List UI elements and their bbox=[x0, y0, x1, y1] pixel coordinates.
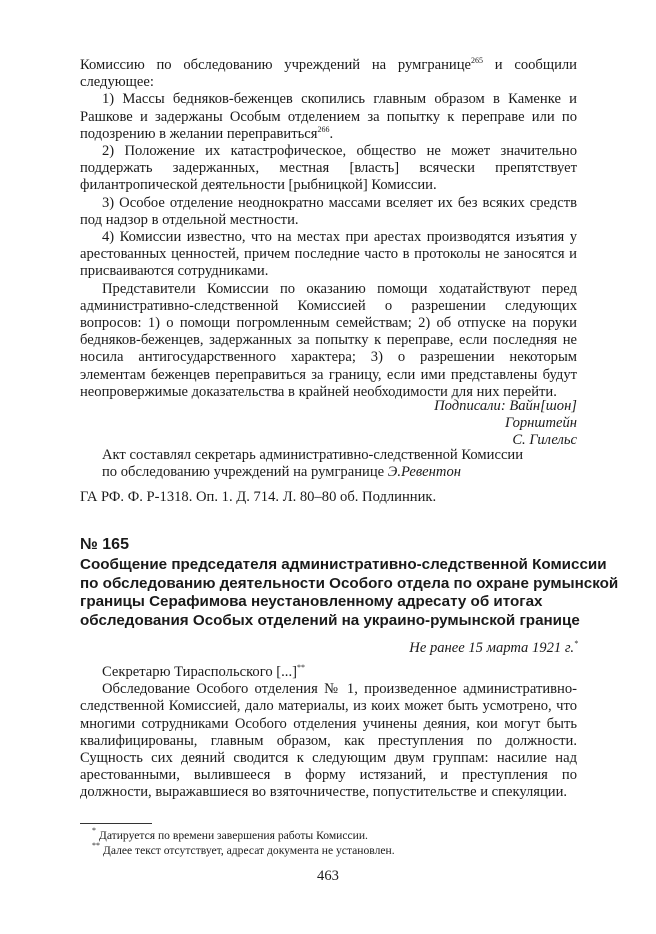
signer-line: С. Гилельс bbox=[512, 432, 577, 449]
signer-line: Горнштейн bbox=[505, 415, 577, 432]
title-line: Сообщение председателя административно-следственной Комиссии bbox=[80, 556, 607, 573]
footnotes bbox=[92, 828, 395, 858]
top-text bbox=[80, 57, 577, 401]
document-number: № 165 bbox=[80, 536, 129, 553]
body-paragraph: Обследование Особого отделения № 1, произведенное административно-следственной Комиссией, дало материалы, из коих может быть усмотрено, что многими сотрудниками Особого отделения учинены деяния, кои могут быть квалифицированы, главным образом, как преступления по должности. Сущность сих деяний сводится к следующим двум группам: насилие над арестованными, вылившееся в форму истязаний, и преступления по должности, выражавшиеся во взяточничестве, попустительстве и спекуляции. bbox=[80, 681, 577, 801]
footnote-divider bbox=[80, 823, 152, 824]
footnote-ref-265: 265 bbox=[471, 56, 484, 65]
paragraph-point-1: 1) Массы бедняков-беженцев скопились главным образом в Каменке и Рашкове и задержаны Особым отделением за попытку к переправе или по подозрению в желании переправиться$^{266}$. bbox=[80, 91, 577, 142]
signatures bbox=[434, 398, 577, 450]
footnote-mark: * bbox=[92, 826, 96, 835]
act-line: по обследованию учреждений на румгранице Э.Ревентон bbox=[102, 464, 461, 481]
act-note bbox=[102, 447, 577, 481]
signer-line: Подписали: Вайн[шон] bbox=[434, 398, 577, 414]
footnote-ref-266: 266 bbox=[317, 124, 330, 134]
paragraph-point-2: 2) Положение их катастрофическое, общество не может значительно поддержать задержанных, местная [власть] всячески препятствует филантропической деятельности [рыбницкой] Комиссии. bbox=[80, 143, 577, 194]
title-line: по обследованию деятельности Особого отдела по охране румынской bbox=[80, 574, 619, 592]
archive-source: ГА РФ. Ф. Р-1318. Оп. 1. Д. 714. Л. 80–80 об. Подлинник. bbox=[80, 489, 437, 505]
title-line: границы Серафимова неустановленному адресату об итогах bbox=[80, 593, 543, 611]
document-title bbox=[80, 556, 619, 630]
act-author: Э.Ревентон bbox=[387, 464, 461, 481]
footnote-item: ** Далее текст отсутствует, адресат документа не установлен. bbox=[92, 841, 395, 857]
title-line: обследования Особых отделений на украино-румынской границе bbox=[80, 611, 580, 629]
footnote-mark: ** bbox=[92, 841, 100, 850]
page-number: 463 bbox=[317, 868, 339, 884]
footnote-ref-double-star: ** bbox=[296, 663, 305, 672]
paragraph-point-3: 3) Особое отделение неоднократно массами вселяет их без всяких средств под надзор в отдельной местности. bbox=[80, 194, 577, 228]
document-date: Не ранее 15 марта 1921 г.* bbox=[409, 639, 578, 656]
document-body bbox=[80, 664, 577, 802]
footnote-item: * Датируется по времени завершения работы Комиссии. bbox=[92, 826, 368, 842]
paragraph-1: Комиссию по обследованию учреждений на румгранице$^{265}$ и сообщили следующее: bbox=[80, 56, 577, 91]
act-line: Акт составлял секретарь административно-следственной Комиссии bbox=[102, 447, 524, 463]
paragraph-point-4: 4) Комиссии известно, что на местах при арестах производятся изъятия у арестованных ценностей, причем последние часто в протоколы не заносятся и присваиваются сотрудниками. bbox=[80, 229, 577, 280]
footnote-ref-star: * bbox=[574, 639, 578, 648]
paragraph-petition: Представители Комиссии по оказанию помощи ходатайствуют перед административно-следственной Комиссией о разрешении следующих вопросов: 1) о помощи погромленным семействам; 2) об отпуске на поруки бедняков-беженцев, задержанных за попытку к переправе, если последняя не носила антигосударственного характера; 3) о разрешении некоторым элементам беженцев переправиться за границу, если ими представлены будут неопровержимые доказательства в крайней необходимости для них перейти. bbox=[80, 280, 577, 400]
addressee: Секретарю Тираспольского [...]** bbox=[102, 663, 305, 680]
